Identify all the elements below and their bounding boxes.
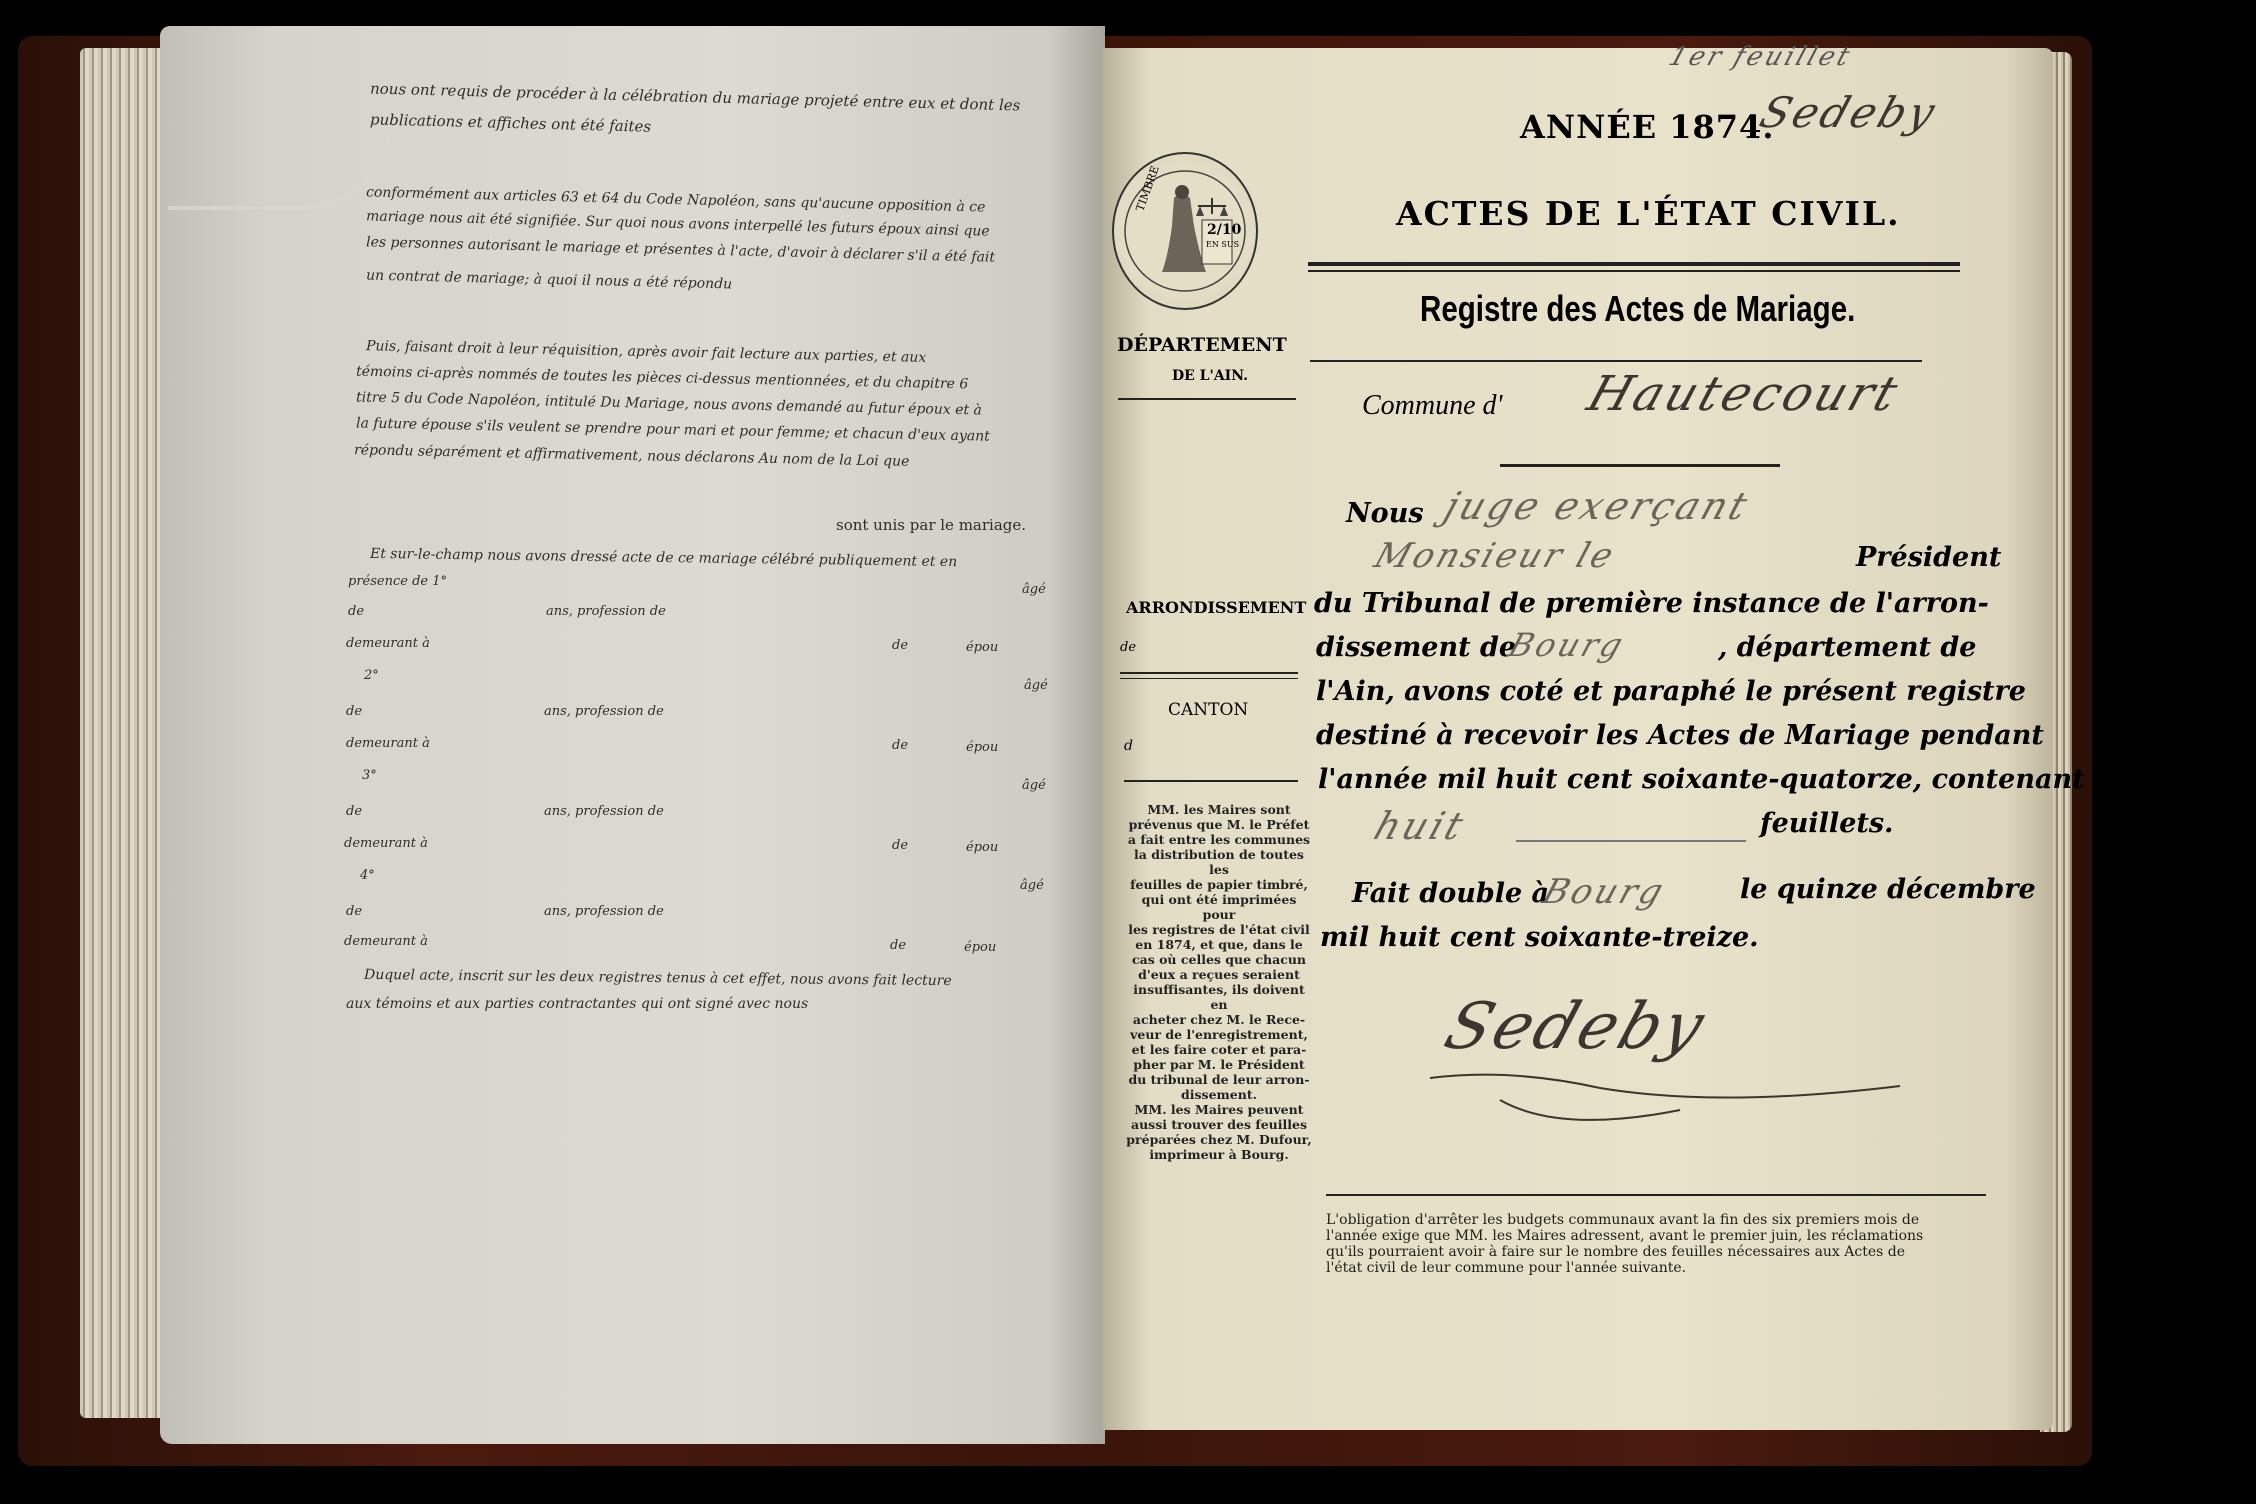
demeurant-label: demeurant à	[344, 836, 428, 851]
left-text-line: témoins ci-après nommés de toutes les pièces ci-dessus mentionnées, et du chapitre 6	[355, 363, 969, 393]
president-label: Président	[1856, 542, 2002, 573]
registre-title: Registre des Actes de Mariage.	[1420, 288, 1856, 329]
timbre-stamp	[1112, 152, 1258, 310]
rule	[1124, 780, 1298, 782]
monsieur-handwritten: Monsieur le	[1369, 536, 1622, 576]
profession-label: ans, profession de	[546, 604, 666, 619]
form-line: du Tribunal de première instance de l'arron-	[1314, 588, 1989, 619]
de-label: de	[346, 904, 363, 919]
epou-label: épou	[966, 640, 999, 655]
maires-note: MM. les Maires sont prévenus que M. le Préfet a fait entre les communes la distribution de toutes les feuilles de papier timbré, qui ont été imprimées pour les registres de l'état civil en 1874, et que, dans le cas où celles que chacun d'eux a reçues seraient insuffisantes, ils doivent en acheter chez M. le Rece- veur de l'enregistrement, et les faire coter et para- pher par M. le Président du tribunal de leur arron- dissement.	[1127, 802, 1311, 1102]
huit-handwritten: huit	[1368, 804, 1472, 848]
demeurant-label: demeurant à	[346, 736, 430, 751]
age-label: âgé	[1022, 778, 1046, 793]
de-label: de	[892, 838, 909, 853]
witness-1-label: présence de 1°	[348, 574, 447, 589]
profession-label: ans, profession de	[544, 904, 664, 919]
left-text-line: publications et affiches ont été faites	[369, 110, 652, 136]
left-text-line: Et sur-le-champ nous avons dressé acte de ce mariage célébré publiquement et en	[369, 545, 958, 571]
epou-label: épou	[964, 940, 997, 955]
left-text-line: conformément aux articles 63 et 64 du Code Napoléon, sans qu'aucune opposition à ce	[365, 184, 986, 216]
de-label: de	[892, 738, 909, 753]
epou-label: épou	[966, 840, 999, 855]
signature-top: Sedeby	[1754, 88, 1944, 137]
demeurant-label: demeurant à	[346, 636, 430, 651]
left-text-line: les personnes autorisant le mariage et présentes à l'acte, d'avoir à déclarer s'il a été fait	[365, 234, 996, 266]
canton-d: d	[1124, 738, 1133, 754]
left-text-line: nous ont requis de procéder à la célébration du mariage projeté entre eux et dont les	[369, 79, 1021, 115]
de-label: de	[892, 638, 909, 653]
year-heading: ANNÉE 1874.	[1520, 108, 1775, 146]
rule	[1310, 360, 1922, 362]
left-text-line: la future épouse s'ils veulent se prendre pour mari et pour femme; et chacun d'eux ayant	[355, 415, 990, 445]
left-page	[160, 26, 1105, 1444]
arrondissement-label: ARRONDISSEMENT	[1126, 598, 1307, 617]
nous-label: Nous	[1346, 498, 1424, 529]
form-line: destiné à recevoir les Actes de Mariage pendant	[1316, 720, 2044, 751]
form-line: dissement de	[1316, 632, 1517, 663]
demeurant-label: demeurant à	[344, 934, 428, 949]
stamp-value: 2/10	[1207, 222, 1242, 238]
form-line: , département de	[1718, 632, 1977, 663]
commune-name: Hautecourt	[1580, 366, 1908, 422]
commune-label: Commune d'	[1362, 390, 1503, 421]
rule	[1326, 1194, 1986, 1196]
stamp-label: TIMBRE	[1133, 164, 1162, 213]
rule	[1120, 672, 1298, 674]
ornament-rule	[1500, 464, 1780, 467]
form-line: l'Ain, avons coté et paraphé le présent registre	[1316, 676, 2026, 707]
rule	[1118, 398, 1296, 400]
bourg-handwritten-2: Bourg	[1537, 872, 1671, 912]
stamp-sub: EN SUS	[1206, 240, 1240, 249]
age-label: âgé	[1020, 878, 1044, 893]
double-rule	[1308, 270, 1960, 272]
fait-double-label: Fait double à	[1352, 878, 1550, 909]
left-text-line: Puis, faisant droit à leur réquisition, après avoir fait lecture aux parties, et aux	[365, 338, 927, 366]
signature-main: Sedeby	[1435, 990, 1716, 1064]
witness-2-label: 2°	[364, 668, 379, 683]
profession-label: ans, profession de	[544, 804, 664, 819]
double-rule	[1308, 262, 1960, 266]
arrondissement-de: de	[1120, 640, 1137, 655]
bookmark-ribbon	[168, 26, 392, 210]
de-label: de	[346, 804, 363, 819]
left-text-line: mariage nous ait été signifiée. Sur quoi nous avons interpellé les futurs époux ainsi que	[365, 208, 990, 240]
rule	[1516, 840, 1746, 842]
profession-label: ans, profession de	[544, 704, 664, 719]
date-label: le quinze décembre	[1740, 874, 2036, 905]
left-text-line: aux témoins et aux parties contractantes qui ont signé avec nous	[346, 996, 809, 1012]
left-text-line: un contrat de mariage; à quoi il nous a été répondu	[365, 267, 733, 293]
left-text-line: Duquel acte, inscrit sur les deux registres tenus à cet effet, nous avons fait lecture	[363, 966, 952, 990]
left-text-line: répondu séparément et affirmativement, nous déclarons Au nom de la Loi que	[353, 442, 910, 470]
department-name: DE L'AIN.	[1172, 368, 1249, 384]
bourg-handwritten: Bourg	[1503, 626, 1631, 664]
de-label: de	[890, 938, 907, 953]
rule	[1120, 678, 1298, 679]
budget-footnote: L'obligation d'arrêter les budgets communaux avant la fin des six premiers mois de l'année exige que MM. les Maires adressent, avant le premier juin, les réclamations qu'ils pourraient avoir à faire sur le nombre des feuilles nécessaires aux Actes de l'état civil de leur commune pour l'année suivante.	[1326, 1212, 1924, 1276]
form-line: l'année mil huit cent soixante-quatorze, contenant	[1318, 764, 2085, 795]
feuillet-annotation: 1er feuillet	[1665, 42, 1857, 72]
age-label: âgé	[1022, 582, 1046, 597]
juge-handwritten: juge exerçant	[1438, 484, 1756, 528]
dufour-note: MM. les Maires peuvent aussi trouver des feuilles préparées chez M. Dufour, imprimeur à Bourg.	[1126, 1102, 1312, 1162]
epou-label: épou	[966, 740, 999, 755]
witness-3-label: 3°	[362, 768, 377, 783]
de-label: de	[346, 704, 363, 719]
form-line: mil huit cent soixante-treize.	[1320, 922, 1759, 953]
left-text-line: sont unis par le mariage.	[836, 516, 1027, 534]
signature-flourish-icon	[1420, 1030, 1940, 1130]
feuillets-label: feuillets.	[1760, 808, 1894, 839]
canton-label: CANTON	[1168, 700, 1249, 720]
departement-label: DÉPARTEMENT	[1117, 334, 1287, 356]
page-edges-left	[80, 48, 166, 1418]
de-label: de	[348, 604, 365, 619]
age-label: âgé	[1024, 678, 1048, 693]
left-text-line: titre 5 du Code Napoléon, intitulé Du Mariage, nous avons demandé au futur époux et à	[355, 389, 983, 419]
actes-title: ACTES DE L'ÉTAT CIVIL.	[1396, 194, 1901, 233]
witness-4-label: 4°	[360, 868, 375, 883]
